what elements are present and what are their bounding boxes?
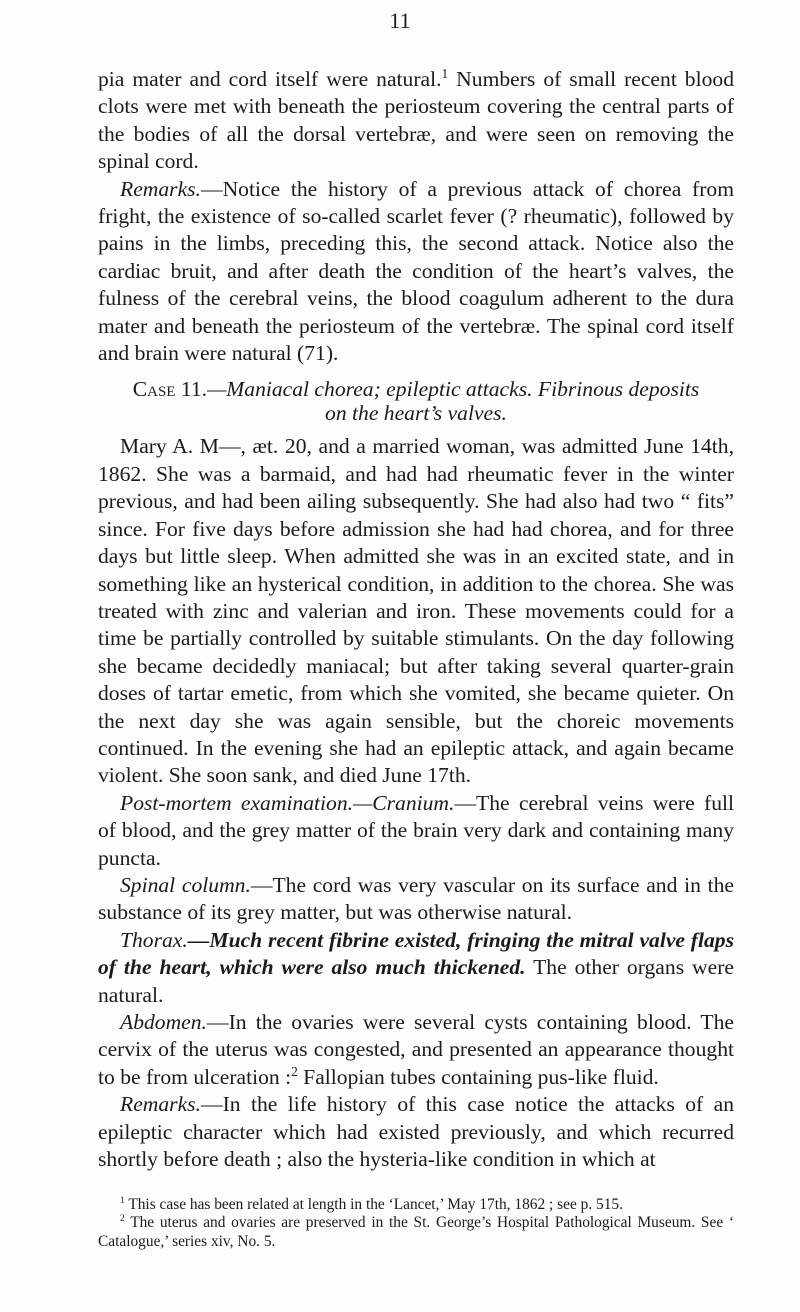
post-mortem-text: —The cerebral veins were full of blood, and the grey matter of the brain very dark and containing many puncta. [98, 790, 734, 870]
case-title-line2: on the heart’s valves. [325, 401, 507, 426]
post-mortem-label: Post-mortem examination.—Cranium. [120, 790, 455, 815]
case-body-paragraph: Mary A. M—, æt. 20, and a married woman, was admitted June 14th, 1862. She was a barmaid, and had had rheumatic fever in the winter previous, and had been ailing subsequently. She had also had two “ fits” since. For five days before admission she had had chorea, and for three days but little sleep. When admitted she was in an excited state, and in something like an hysterical condition, in addition to the chorea. She was treated with zinc and valerian and iron. These movements could for a time be partially controlled by suitable stimulants. On the day following she became decidedly maniacal; but after taking several quarter-grain doses of tartar emetic, from which she vomited, she became quieter. On the next day she was again sensible, but the choreic movements continued. In the evening she had an epileptic attack, and again became violent. She soon sank, and died June 17th. [98, 434, 734, 788]
page-number: 11 [389, 8, 411, 33]
post-mortem-paragraph [98, 790, 734, 872]
spinal-column-text: —The cord was very vascular on its surface and in the substance of its grey matter, but was otherwise natural. [98, 872, 734, 925]
paragraph-text: pia mater and cord itself were natural. [98, 67, 442, 91]
case-label: Case 11. [132, 377, 208, 402]
case-heading [98, 377, 734, 401]
thorax-text: The other organs were natural. [98, 955, 734, 1007]
remarks-paragraph-2 [98, 1091, 734, 1173]
case-title-line1: —Maniacal chorea; epileptic attacks. Fibrinous deposits [207, 377, 700, 402]
footnote-ref-1: 1 [441, 65, 449, 81]
footnote-1 [98, 1196, 734, 1214]
footnote-2 [98, 1214, 734, 1251]
thorax-label: Thorax. [120, 927, 188, 952]
footnotes [98, 1196, 734, 1251]
remarks-paragraph [98, 176, 734, 368]
remarks-label-2: Remarks. [120, 1092, 201, 1117]
footnote-text-2: The uterus and ovaries are preserved in the St. George’s Hospital Pathological Museum. See ‘ Catalogue,’ series xiv, No. 5. [98, 1214, 734, 1250]
body-text [98, 66, 734, 1173]
footnote-mark-1: 1 [120, 1194, 125, 1206]
paragraph-continuation [98, 66, 734, 176]
abdomen-label: Abdomen. [120, 1010, 207, 1034]
footnote-mark-2: 2 [120, 1213, 125, 1225]
spinal-column-label: Spinal column. [120, 872, 251, 897]
remarks-text-2: —In the life history of this case notice the attacks of an epileptic character which had existed previously, and which recurred shortly before death ; also the hysteria-like condition in which at [98, 1092, 734, 1172]
spinal-column-paragraph [98, 872, 734, 927]
case-heading-continued [98, 401, 734, 425]
abdomen-text-end: Fallopian tubes containing pus-like fluid. [297, 1064, 659, 1089]
thorax-paragraph [98, 927, 734, 1009]
footnote-ref-2: 2 [291, 1063, 298, 1079]
remarks-text: —Notice the history of a previous attack of chorea from fright, the existence of so-called scarlet fever (? rheumatic), followed by pains in the limbs, preceding this, the second attack. Notice also the cardiac bruit, and after death the condition of the heart’s valves, the fulness of the cerebral veins, the blood coagulum adherent to the dura mater and beneath the periosteum of the vertebræ. The spinal cord itself and brain were natural (71). [98, 176, 734, 366]
paragraph-text: Numbers of small recent blood clots were met with beneath the periosteum covering the central parts of the bodies of all the dorsal vertebræ, and were seen on removing the spinal cord. [98, 67, 734, 174]
thorax-emphasis: —Much recent fibrine existed, fringing the mitral valve flaps of the heart, which were also much thickened. [98, 927, 734, 980]
footnote-text-1: This case has been related at length in the ‘Lancet,’ May 17th, 1862 ; see p. 515. [124, 1196, 623, 1213]
remarks-label: Remarks. [120, 176, 201, 201]
abdomen-text: —In the ovaries were several cysts containing blood. The cervix of the uterus was congested, and presented an appearance thought to be from ulceration : [98, 1010, 734, 1089]
abdomen-paragraph [98, 1009, 734, 1091]
